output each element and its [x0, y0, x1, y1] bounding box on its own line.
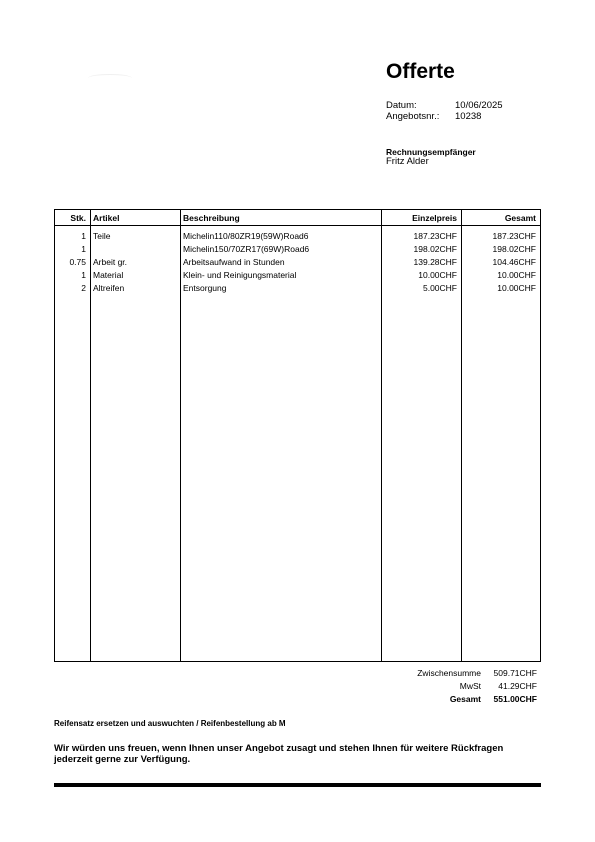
cell-unit-price: 10.00CHF	[418, 270, 457, 280]
meta-row-date	[386, 101, 503, 112]
cell-qty: 1	[81, 244, 86, 254]
cell-total: 104.46CHF	[492, 257, 536, 267]
cell-total: 198.02CHF	[492, 244, 536, 254]
recipient-heading: Rechnungsempfänger	[386, 147, 476, 157]
grand-total-row	[380, 693, 541, 706]
table-body	[55, 230, 540, 295]
meta-row-offer-number	[386, 112, 503, 123]
cell-description: Michelin150/70ZR17(69W)Road6	[183, 244, 310, 254]
cell-description: Entsorgung	[183, 283, 227, 293]
header-description: Beschreibung	[183, 213, 240, 223]
vat-label: MwSt	[459, 681, 481, 691]
closing-text: Wir würden uns freuen, wenn Ihnen unser Angebot zusagt und stehen Ihnen für weitere Rückfragen jederzeit gerne zur Verfügung.	[54, 743, 504, 765]
cell-unit-price: 5.00CHF	[422, 283, 457, 293]
cell-description: Michelin110/80ZR19(59W)Road6	[183, 231, 309, 241]
table-row	[55, 243, 540, 256]
logo-placeholder	[88, 74, 132, 82]
meta-value: 10/06/2025	[455, 100, 503, 111]
recipient-name: Fritz Alder	[386, 156, 429, 167]
recipient-block	[386, 147, 476, 167]
subtotal-label: Zwischensumme	[417, 668, 481, 678]
cell-qty: 2	[81, 283, 86, 293]
meta-label: Datum:	[386, 100, 417, 111]
document-title: Offerte	[386, 60, 455, 83]
cell-qty: 0.75	[69, 257, 86, 267]
meta-label: Angebotsnr.:	[386, 110, 440, 122]
cell-total: 10.00CHF	[497, 270, 536, 280]
cell-description: Klein- und Reinigungsmaterial	[183, 270, 297, 280]
vat-row	[380, 680, 541, 693]
header-total: Gesamt	[504, 213, 536, 223]
vat-value: 41.29CHF	[498, 681, 537, 691]
cell-qty: 1	[81, 270, 86, 280]
cell-article: Arbeit gr.	[93, 257, 128, 267]
cell-description: Arbeitsaufwand in Stunden	[183, 257, 285, 267]
subtotal-value: 509.71CHF	[493, 668, 537, 678]
header-unit-price: Einzelpreis	[412, 213, 457, 223]
cell-qty: 1	[81, 231, 86, 241]
subtotal-row	[380, 667, 541, 680]
footer-rule	[54, 783, 541, 787]
cell-article	[90, 243, 180, 256]
cell-article: Material	[93, 270, 124, 280]
document-meta	[386, 101, 503, 122]
meta-value: 10238	[455, 110, 482, 122]
cell-total: 10.00CHF	[497, 283, 536, 293]
cell-unit-price: 198.02CHF	[413, 244, 457, 254]
cell-unit-price: 187.23CHF	[413, 231, 457, 241]
grand-total-value: 551.00CHF	[493, 694, 537, 704]
service-note: Reifensatz ersetzen und auswuchten / Reifenbestellung ab M	[54, 719, 286, 728]
table-row	[55, 269, 540, 282]
table-header	[55, 210, 540, 226]
cell-article: Teile	[93, 231, 111, 241]
grand-total-label: Gesamt	[449, 694, 481, 704]
items-table	[54, 209, 541, 662]
table-row	[55, 282, 540, 295]
cell-unit-price: 139.28CHF	[413, 257, 457, 267]
header-article: Artikel	[93, 213, 120, 223]
table-row	[55, 230, 540, 243]
totals-block	[380, 667, 541, 706]
table-row	[55, 256, 540, 269]
cell-total: 187.23CHF	[492, 231, 536, 241]
cell-article: Altreifen	[93, 283, 125, 293]
header-qty: Stk.	[70, 213, 86, 223]
